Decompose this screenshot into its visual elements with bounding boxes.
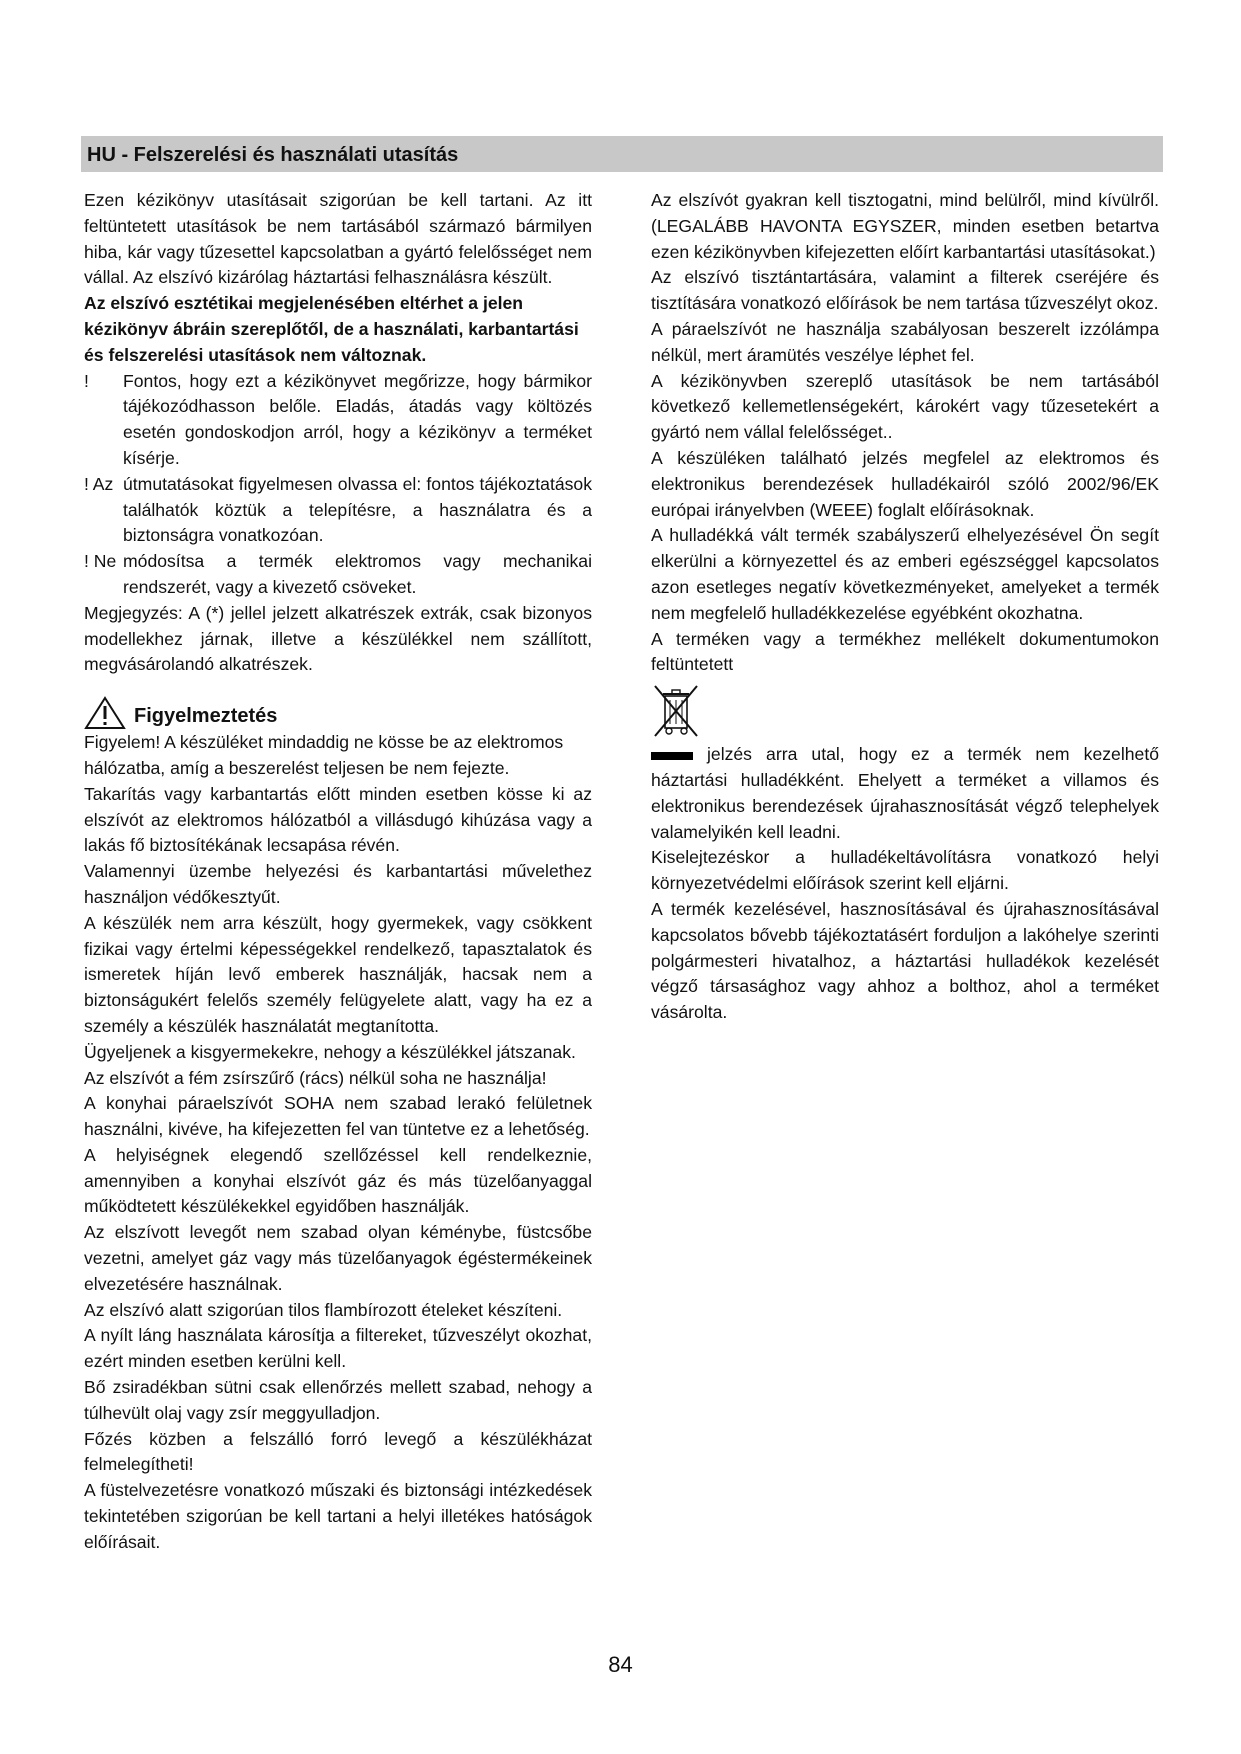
weee-paragraph — [651, 742, 1159, 845]
warning-title: Figyelmeztetés — [134, 705, 278, 728]
bullet-item — [84, 472, 592, 549]
bullet-text: útmutatásokat figyelmesen olvassa el: fontos tájékoztatások találhatók köztük a telepítésre, a használatra és a biztonságra vonatkozóan. — [123, 473, 592, 546]
warning-item: A készülék nem arra készült, hogy gyermekek, vagy csökkent fizikai vagy értelmi képességekkel rendelkező, tapasztalatok és ismeretek híján levő emberek használják, hacsak nem a biztonságukért felelős személy felügyelete alatt, vagy ha ez a személy a készülék használatát megtanította. — [84, 912, 592, 1036]
intro-paragraph: Ezen kézikönyv utasításait szigorúan be kell tartani. Az itt feltüntetett utasítások be nem tartásából származó bármilyen hiba, kár vagy tűzesettel kapcsolatban a gyártó felelősséget nem vállal. Az elszívó kizárólag háztartási felhasználásra készült. — [84, 190, 592, 288]
paragraph: Kiselejtezéskor a hulladékeltávolításra vonatkozó helyi környezetvédelmi előírások szerint kell eljárni. — [651, 847, 1159, 894]
warning-heading — [84, 696, 592, 730]
section-header — [81, 136, 1163, 172]
bullet-mark: ! — [84, 370, 89, 391]
paragraph: Az elszívó tisztántartására, valamint a filterek cseréjére és tisztítására vonatkozó előírások be nem tartása tűzveszélyt okoz. — [651, 267, 1159, 314]
section-title: HU - Felszerelési és használati utasítás — [87, 144, 459, 166]
warning-item: Az elszívó alatt szigorúan tilos flambírozott ételeket készíteni. — [84, 1299, 563, 1320]
page-number: 84 — [608, 1652, 633, 1677]
warning-item: A helyiségnek elegendő szellőzéssel kell rendelkeznie, amennyiben a konyhai elszívót gáz és más tüzelőanyaggal működtetett készülékekkel egyidőben használják. — [84, 1144, 592, 1217]
warning-item: Valamennyi üzembe helyezési és karbantartási művelethez használjon védőkesztyűt. — [84, 861, 592, 907]
paragraph: A termék kezelésével, hasznosításával és újrahasznosításával kapcsolatos bővebb tájékoztatásért forduljon a lakóhelye szerinti polgármesteri hivatalhoz, a háztartási hulladékok kezelését végző társasághoz vagy ahhoz a bolthoz, ahol a terméket vásárolta. — [651, 898, 1159, 1023]
weee-symbol — [651, 682, 1159, 742]
bullet-item — [84, 369, 592, 472]
warning-item: Takarítás vagy karbantartás előtt minden esetben kösse ki az elszívót az elektromos hálózatból a villásdugó kihúzása vagy a lakás fő biztosítékának lecsapása révén. — [84, 783, 592, 856]
left-column — [84, 188, 592, 1556]
bullet-mark: ! Az — [84, 473, 114, 494]
paragraph: A páraelszívót ne használja szabályosan beszerelt izzólámpa nélkül, mert áramütés veszélye léphet fel. — [651, 318, 1159, 365]
right-column — [651, 188, 1159, 1026]
weee-text: jelzés arra utal, hogy ez a termék nem kezelhető háztartási hulladékként. Ehelyett a terméket a villamos és elektronikus berendezések újrahasznosítását végző telephelyek valamelyikén kell leadni. — [651, 744, 1159, 842]
crossed-bin-icon — [651, 682, 701, 738]
bullet-item — [84, 549, 592, 601]
note-paragraph: Megjegyzés: A (*) jellel jelzett alkatrészek extrák, csak bizonyos modellekhez járnak, illetve a készülékkel nem szállított, megvásárolandó alkatrészek. — [84, 602, 592, 675]
warning-item: Figyelem! A készüléket mindaddig ne kösse be az elektromos hálózatba, amíg a beszerelést teljesen be nem fejezte. — [84, 732, 564, 778]
warning-item: Ügyeljenek a kisgyermekekre, nehogy a készülékkel játszanak. — [84, 1041, 576, 1062]
bold-notice: Az elszívó esztétikai megjelenésében eltérhet a jelen kézikönyv ábráin szereplőtől, de a használati, karbantartási és felszerelési utasítások nem változnak. — [84, 293, 579, 365]
warning-item: Bő zsiradékban sütni csak ellenőrzés mellett szabad, nehogy a túlhevült olaj vagy zsír meggyulladjon. — [84, 1377, 592, 1423]
warning-item: A nyílt láng használata károsítja a filtereket, tűzveszélyt okozhat, ezért minden esetben kerülni kell. — [84, 1325, 592, 1372]
bullet-text: Fontos, hogy ezt a kézikönyvet megőrizze, hogy bármikor tájékozódhasson belőle. Eladás, átadás vagy költözés esetén gondoskodjon arról, hogy a kézikönyv a terméket kísérje. — [123, 370, 592, 468]
paragraph: A készüléken található jelzés megfelel az elektromos és elektronikus berendezések hulladékairól szóló 2002/96/EK európai irányelvben (WEEE) foglalt előírásoknak. — [651, 447, 1159, 520]
weee-bar-icon — [651, 752, 693, 760]
warning-item: Az elszívott levegőt nem szabad olyan kéménybe, füstcsőbe vezetni, amelyet gáz vagy más tüzelőanyagok égéstermékeinek elvezetésére használnak. — [84, 1222, 592, 1294]
warning-item: Az elszívót a fém zsírszűrő (rács) nélkül soha ne használja! — [84, 1067, 547, 1088]
paragraph: A hulladékká vált termék szabályszerű elhelyezésével Ön segít elkerülni a környezettel és az emberi egészséggel kapcsolatos azon esetleges negatív következményeket, amelyeket a termék nem megfelelő hulladékkezelése egyébként okozhatna. — [651, 525, 1159, 623]
warning-item: A füstelvezetésre vonatkozó műszaki és biztonsági intézkedések tekintetében szigorúan be kell tartani a helyi illetékes hatóságok előírásait. — [84, 1480, 592, 1552]
warning-triangle-icon — [84, 696, 126, 730]
paragraph: Az elszívót gyakran kell tisztogatni, mind belülről, mind kívülről. (LEGALÁBB HAVONTA EGYSZER, minden esetben betartva ezen kézikönyvben kifejezetten előírt karbantartási utasításokat.) — [651, 190, 1159, 262]
warning-item: A konyhai páraelszívót SOHA nem szabad lerakó felületnek használni, kivéve, ha kifejezetten fel van tüntetve ez a lehetőség. — [84, 1093, 592, 1140]
bullet-mark: ! Ne — [84, 551, 117, 572]
warning-item: Főzés közben a felszálló forró levegő a készülékházat felmelegítheti! — [84, 1428, 592, 1475]
paragraph: A kézikönyvben szereplő utasítások be nem tartásából következő kellemetlenségekért, károkért vagy tűzesetekért a gyártó nem vállal felelősséget.. — [651, 370, 1159, 443]
paragraph: A terméken vagy a termékhez mellékelt dokumentumokon feltüntetett — [651, 628, 1159, 675]
bullet-text: módosítsa a termék elektromos vagy mechanikai rendszerét, vagy a kivezető csöveket. — [123, 551, 592, 597]
